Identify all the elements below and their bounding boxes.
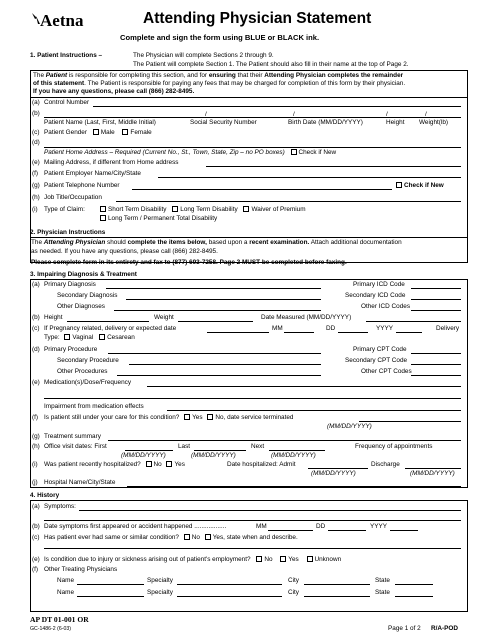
secondary-cpt-label: Secondary CPT Code — [345, 357, 408, 364]
text: Waiver of Premium — [251, 206, 306, 213]
item-f-label: (f) — [32, 170, 39, 177]
text: Is condition due to injury or sickness arising out of patient's employment? — [44, 556, 251, 563]
text: recent examination. — [249, 239, 310, 246]
injury-no-checkbox[interactable] — [256, 556, 262, 562]
claim-type-options — [100, 206, 306, 214]
physician2-specialty-field[interactable] — [177, 596, 282, 597]
footer-page: Page 1 of 2 — [388, 625, 421, 632]
delivery-type — [44, 334, 135, 342]
frequency-label: Frequency of appointments — [355, 443, 433, 450]
text: Short Term Disability — [108, 206, 167, 213]
physician2-name-field[interactable] — [77, 596, 144, 597]
footer-rapod: R/A-POD — [431, 625, 458, 632]
employer-field[interactable] — [158, 177, 461, 178]
text: Cesarean — [107, 334, 135, 341]
discharge-label: Discharge — [371, 461, 400, 468]
slash-dob: / — [293, 111, 295, 118]
similar-yes-checkbox[interactable] — [205, 534, 211, 540]
ltptd-checkbox[interactable] — [100, 215, 106, 221]
physician-instructions-line2: as needed. If you have any questions, please call (866) 282-8495. — [31, 248, 218, 255]
height-caption: Height — [386, 119, 405, 126]
s4-item-c: (c) — [32, 534, 40, 541]
next-visit-caption: (MM/DD/YYYY) — [271, 452, 316, 459]
similar-condition-field[interactable] — [44, 548, 461, 549]
text: Yes — [288, 556, 299, 563]
first-visit-caption: (MM/DD/YYYY) — [121, 452, 166, 459]
employer-label: Patient Employer Name/City/State — [44, 170, 141, 177]
last-visit-caption: (MM/DD/YYYY) — [191, 452, 236, 459]
patient-responsibility-line1 — [33, 72, 403, 80]
patient-name-field[interactable] — [44, 117, 461, 118]
text: . The Patient is responsible for paying any fees that may be charged for completion of this form by their physician. — [84, 80, 406, 87]
mailing-address-field[interactable] — [206, 166, 461, 167]
text: Attending Physician — [43, 239, 106, 246]
s3-item-i: (i) — [32, 461, 38, 468]
discharge-date-field[interactable] — [405, 468, 461, 469]
physician1-name-label: Name — [57, 577, 75, 584]
symptoms-mm: MM — [256, 523, 267, 530]
control-number-field[interactable] — [93, 106, 461, 107]
job-title-label: Job Title/Occupation — [44, 194, 102, 201]
text: The — [33, 72, 46, 79]
text: Is patient still under your care for this condition? — [44, 414, 180, 421]
item-b-label: (b) — [32, 110, 40, 117]
impairment-label: Impairment from medication effects — [44, 403, 144, 410]
footer-code: AP DT 01-001 OR — [30, 615, 89, 624]
delivery-label: Delivery — [436, 325, 460, 332]
telephone-field[interactable] — [132, 189, 392, 190]
physician2-city-field[interactable] — [304, 596, 370, 597]
primary-diagnosis-label: Primary Diagnosis — [44, 281, 96, 288]
vaginal-checkbox[interactable] — [64, 334, 70, 340]
check-if-new-address-checkbox[interactable] — [291, 149, 297, 155]
text: of this statement — [33, 80, 85, 87]
s3-item-g: (g) — [32, 433, 40, 440]
primary-icd-field[interactable] — [411, 288, 461, 289]
secondary-icd-field[interactable] — [411, 299, 461, 300]
symptoms-field-2[interactable] — [44, 520, 461, 521]
admit-date-field[interactable] — [308, 468, 368, 469]
other-physicians-label: Other Treating Physicians — [44, 566, 118, 573]
secondary-icd-label: Secondary ICD Code — [345, 292, 406, 299]
pregnancy-dd: DD — [326, 325, 336, 332]
cesarean-checkbox[interactable] — [99, 334, 105, 340]
text: complete the items below, — [127, 239, 207, 246]
s4-item-a: (a) — [32, 503, 40, 510]
treatment-summary-field[interactable] — [108, 440, 461, 441]
physician1-specialty-field[interactable] — [177, 584, 282, 585]
text: Type: — [44, 334, 60, 341]
pregnancy-yyyy-field[interactable] — [396, 332, 422, 333]
text: Long Term Disability — [180, 206, 238, 213]
height-field[interactable] — [67, 321, 149, 322]
service-terminated-field[interactable] — [359, 421, 461, 422]
pregnancy-mm-field[interactable] — [284, 332, 314, 333]
text: Male — [100, 129, 115, 136]
s3-item-c: (c) — [32, 325, 40, 332]
text: Yes — [174, 461, 185, 468]
s3-item-j: (j) — [32, 479, 38, 486]
history-label: 4. History — [30, 492, 60, 499]
item-d-label: (d) — [32, 139, 40, 146]
text: Was patient recently hospitalized? — [44, 461, 141, 468]
other-diagnoses-field[interactable] — [114, 310, 321, 311]
text: No — [153, 461, 162, 468]
patient-name-caption — [44, 119, 156, 127]
aetna-logo-text: Aetna — [40, 11, 84, 30]
text: Yes, state when and describe. — [212, 534, 298, 541]
s3-item-b: (b) — [32, 314, 40, 321]
std-checkbox[interactable] — [100, 206, 106, 212]
hospital-name-field[interactable] — [127, 486, 461, 487]
date-measured-field[interactable] — [366, 321, 461, 322]
text: Vaginal — [72, 334, 94, 341]
home-address-caption — [44, 149, 336, 157]
text: Patient Name (Last, First, Middle Initial) — [44, 119, 156, 126]
primary-icd-label: Primary ICD Code — [353, 281, 405, 288]
job-title-field[interactable] — [116, 201, 461, 202]
s3-item-f: (f) — [32, 414, 39, 421]
symptoms-first-label: Date symptoms first appeared or accident happened .................. — [44, 523, 227, 530]
hospital-name-label: Hospital Name/City/State — [44, 479, 116, 486]
other-procedures-field[interactable] — [117, 375, 321, 376]
last-visit-field[interactable] — [194, 450, 246, 451]
physician1-name-field[interactable] — [77, 584, 144, 585]
discharge-caption: (MM/DD/YYYY) — [410, 470, 455, 477]
text: The — [31, 239, 44, 246]
text: Patient — [45, 72, 68, 79]
text: Attending Physician completes the remainder — [264, 72, 404, 79]
text: should — [105, 239, 128, 246]
item-i-label: (i) — [32, 206, 38, 213]
admit-caption: (MM/DD/YYYY) — [311, 470, 356, 477]
primary-procedure-field[interactable] — [108, 353, 321, 354]
footer-form-number: GC-1486-2 (6-03) — [30, 626, 71, 632]
height-label: Height — [44, 314, 63, 321]
text: Female — [130, 129, 152, 136]
mailing-address-label: Mailing Address, if different from Home address — [44, 159, 179, 166]
claim-type-label: Type of Claim: — [44, 206, 85, 213]
item-g-label: (g) — [32, 182, 40, 189]
patient-questions-line: If you have any questions, please call (866) 282-8495. — [33, 88, 195, 95]
patient-instructions-label: 1. Patient Instructions – — [30, 52, 103, 59]
medication-field-2[interactable] — [44, 398, 461, 399]
other-diagnoses-label: Other Diagnoses — [57, 303, 105, 310]
other-icd-label: Other ICD Codes — [361, 303, 411, 310]
home-address-field[interactable] — [44, 147, 461, 148]
medication-label: Medication(s)/Dose/Frequency — [44, 379, 132, 386]
other-procedures-label: Other Procedures — [57, 368, 108, 375]
still-under-care — [44, 414, 294, 422]
physician-instructions-label: 2. Physician Instructions — [30, 229, 106, 236]
injury-yes-checkbox[interactable] — [280, 556, 286, 562]
symptoms-label: Symptoms: — [44, 503, 76, 510]
primary-cpt-label: Primary CPT Code — [353, 346, 407, 353]
physician1-city-field[interactable] — [304, 584, 370, 585]
still-care-yes-checkbox[interactable] — [184, 414, 190, 420]
s3-item-d: (d) — [32, 346, 40, 353]
physician2-state-label: State — [375, 589, 390, 596]
text: No, date service terminated — [215, 414, 294, 421]
text: Has patient ever had same or similar condition? — [44, 534, 179, 541]
secondary-procedure-field[interactable] — [129, 364, 321, 365]
hospitalized-no-checkbox[interactable] — [146, 461, 152, 467]
item-h-label: (h) — [32, 194, 40, 201]
pregnancy-label: If Pregnancy related, delivery or expected date — [44, 325, 177, 332]
terminated-date-caption: (MM/DD/YYYY) — [327, 423, 372, 430]
s4-item-e: (e) — [32, 556, 40, 563]
physician2-state-field[interactable] — [395, 596, 433, 597]
s3-item-a: (a) — [32, 281, 40, 288]
symptoms-dd-field[interactable] — [328, 530, 366, 531]
text: Patient Home Address – Required (Current No., St., Town, State, Zip – no PO boxes) — [44, 149, 285, 156]
control-number-label: Control Number — [44, 99, 90, 106]
hospitalized-question — [44, 461, 185, 469]
impairment-field[interactable] — [167, 410, 461, 411]
weight-label: Weight — [154, 314, 174, 321]
weight-field[interactable] — [178, 321, 253, 322]
primary-procedure-label: Primary Procedure — [44, 346, 98, 353]
expected-date-field[interactable] — [207, 332, 269, 333]
physician-fax-line: Please complete form in its entirety and fax to (877) 693-7258. Page 2 MUST be completed before faxing. — [31, 259, 347, 266]
item-a-label: (a) — [32, 99, 40, 106]
form-subtitle: Complete and sign the form using BLUE or BLACK ink. — [120, 33, 320, 42]
physician1-state-field[interactable] — [395, 584, 433, 585]
treatment-summary-label: Treatment summary — [44, 433, 101, 440]
physician2-name-label: Name — [57, 589, 75, 596]
date-measured-label — [261, 314, 351, 322]
text: that their — [235, 72, 265, 79]
impairing-diagnosis-label: 3. Impairing Diagnosis & Treatment — [30, 271, 137, 278]
patient-responsibility-line2 — [33, 80, 405, 88]
similar-no-checkbox[interactable] — [184, 534, 190, 540]
text: Date Measured (MM/DD/YYYY) — [261, 314, 352, 321]
other-icd-field[interactable] — [411, 310, 461, 311]
slash-ssn: / — [205, 111, 207, 118]
secondary-diagnosis-field[interactable] — [126, 299, 321, 300]
primary-diagnosis-field[interactable] — [106, 288, 321, 289]
text: Check if New — [298, 149, 337, 156]
next-visit-field[interactable] — [269, 450, 325, 451]
physician1-state-label: State — [375, 577, 390, 584]
text: Patient Gender — [44, 129, 87, 136]
dob-caption: Birth Date (MM/DD/YYYY) — [288, 119, 363, 126]
symptoms-field[interactable] — [79, 510, 461, 511]
text: is responsible for completing this section, and for — [67, 72, 209, 79]
text: Unknown — [314, 556, 342, 563]
office-visit-label: Office visit dates: First — [44, 443, 107, 450]
symptoms-dd: DD — [316, 523, 326, 530]
first-visit-field[interactable] — [125, 450, 173, 451]
text: No — [191, 534, 200, 541]
patient-instructions-line1: The Physician will complete Sections 2 through 9. — [133, 52, 274, 59]
injury-unknown-checkbox[interactable] — [307, 556, 313, 562]
date-hospitalized-label: Date hospitalized: Admit — [227, 461, 296, 468]
patient-gender — [44, 129, 152, 137]
s3-item-e: (e) — [32, 379, 40, 386]
text: Check if New — [404, 182, 444, 189]
secondary-procedure-label: Secondary Procedure — [57, 357, 119, 364]
female-checkbox[interactable] — [122, 129, 128, 135]
text: Long Term / Permanent Total Disability — [108, 215, 218, 222]
text: ensuring — [208, 72, 236, 79]
physician-instructions-line1 — [31, 239, 402, 247]
text: No — [264, 556, 273, 563]
item-c-label: (c) — [32, 129, 40, 136]
similar-condition — [44, 534, 298, 542]
physician2-city-label: City — [288, 589, 300, 596]
text: Attach additional documentation — [309, 239, 402, 246]
item-e-label: (e) — [32, 159, 40, 166]
check-if-new-phone-checkbox[interactable] — [396, 182, 402, 188]
employment-injury — [44, 556, 341, 564]
physician1-specialty-label: Specialty — [147, 577, 173, 584]
telephone-check-new — [396, 182, 444, 190]
section2-rule — [30, 237, 468, 238]
patient-instructions-line2: The Patient will complete Section 1. The Patient should also fill in their name at the top of Page 2. — [133, 61, 409, 68]
s4-item-f: (f) — [32, 566, 39, 573]
s3-item-h: (h) — [32, 443, 40, 450]
divider — [31, 97, 467, 98]
next-visit-label: Next — [251, 443, 265, 450]
male-checkbox[interactable] — [93, 129, 99, 135]
telephone-label: Patient Telephone Number — [44, 182, 120, 189]
still-care-no-checkbox[interactable] — [207, 414, 213, 420]
slash-weight: / — [425, 111, 427, 118]
other-cpt-label: Other CPT Codes — [361, 368, 412, 375]
text: based upon a — [206, 239, 250, 246]
ltd-checkbox[interactable] — [172, 206, 178, 212]
s4-item-b: (b) — [32, 523, 40, 530]
form-title: Attending Physician Statement — [143, 10, 372, 27]
physician2-specialty-label: Specialty — [147, 589, 173, 596]
ssn-caption: Social Security Number — [190, 119, 257, 126]
last-visit-label: Last — [178, 443, 191, 450]
hospitalized-yes-checkbox[interactable] — [166, 461, 172, 467]
secondary-cpt-field[interactable] — [411, 364, 461, 365]
symptoms-yyyy-field[interactable] — [390, 530, 418, 531]
wop-checkbox[interactable] — [243, 206, 249, 212]
secondary-diagnosis-label: Secondary Diagnosis — [57, 292, 118, 299]
pregnancy-mm: MM — [272, 325, 283, 332]
symptoms-mm-field[interactable] — [268, 530, 313, 531]
weight-caption: Weight(lb) — [419, 119, 449, 126]
other-cpt-field[interactable] — [411, 375, 461, 376]
slash-height: / — [386, 111, 388, 118]
medication-field[interactable] — [147, 386, 461, 387]
primary-cpt-field[interactable] — [411, 353, 461, 354]
claim-type-options-2 — [100, 215, 217, 223]
physician1-city-label: City — [288, 577, 300, 584]
pregnancy-yyyy: YYYY — [376, 325, 394, 332]
pregnancy-dd-field[interactable] — [338, 332, 368, 333]
symptoms-yyyy: YYYY — [370, 523, 388, 530]
text: Yes — [192, 414, 203, 421]
